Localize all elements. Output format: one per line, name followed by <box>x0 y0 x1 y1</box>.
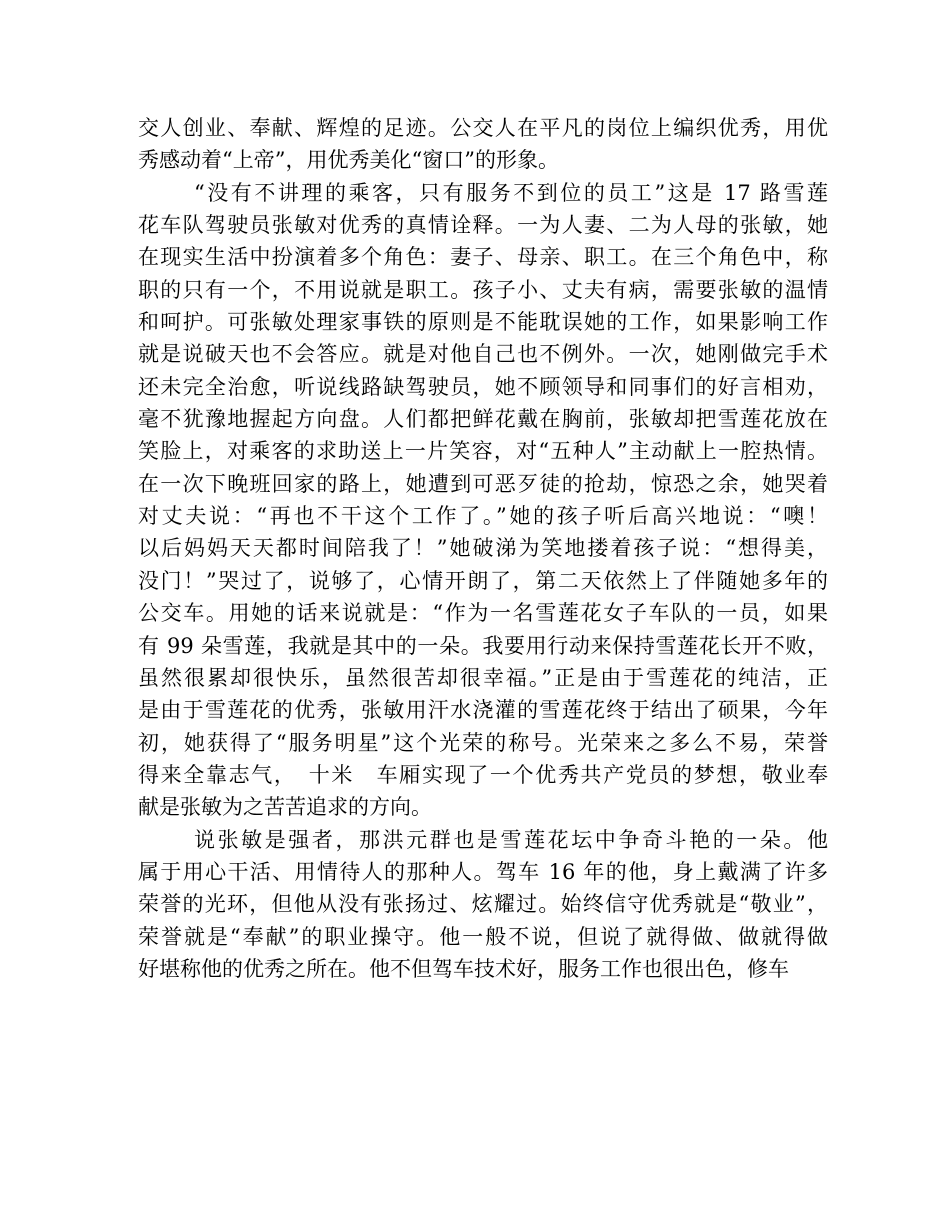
text-line: 花车队驾驶员张敏对优秀的真情诠释。一为人妻、二为人母的张敏，她 <box>138 213 828 238</box>
text-line: 好堪称他的优秀之所在。他不但驾车技术好，服务工作也很出色，修车 <box>138 956 789 981</box>
document-body <box>138 112 828 985</box>
text-line: 就是说破天也不会答应。就是对他自己也不例外。一次，她刚做完手术 <box>138 342 828 367</box>
text-line: 荣誉的光环，但他从没有张扬过、炫耀过。始终信守优秀就是“敬业”， <box>138 892 828 917</box>
text-line: 有 99 朵雪莲，我就是其中的一朵。我要用行动来保持雪莲花长开不败， <box>138 633 828 658</box>
document-page <box>138 112 828 985</box>
text-line: 笑脸上，对乘客的求助送上一片笑容，对“五种人”主动献上一腔热情。 <box>138 439 828 464</box>
text-line: 说张敏是强者，那洪元群也是雪莲花坛中争奇斗艳的一朵。他 <box>194 827 828 852</box>
text-line: 献是张敏为之苦苦追求的方向。 <box>138 795 432 820</box>
text-line: 秀感动着“上帝”，用优秀美化“窗口”的形象。 <box>138 148 559 173</box>
text-line: 还未完全治愈，听说线路缺驾驶员，她不顾领导和同事们的好言相劝， <box>138 374 828 399</box>
text-line: 属于用心干活、用情待人的那种人。驾车 16 年的他，身上戴满了许多 <box>138 859 828 884</box>
text-line: 对丈夫说：“再也不干这个工作了。”她的孩子听后高兴地说：“噢！ <box>138 504 828 529</box>
paragraph <box>138 177 828 824</box>
text-line: 职的只有一个，不用说就是职工。孩子小、丈夫有病，需要张敏的温情 <box>138 277 828 302</box>
text-line: “没有不讲理的乘客，只有服务不到位的员工”这是 17 路雪莲 <box>194 180 828 205</box>
text-line: 毫不犹豫地握起方向盘。人们都把鲜花戴在胸前，张敏却把雪莲花放在 <box>138 407 828 432</box>
text-line: 虽然很累却很快乐，虽然很苦却很幸福。”正是由于雪莲花的纯洁，正 <box>138 665 828 690</box>
text-line: 没门！”哭过了，说够了，心情开朗了，第二天依然上了伴随她多年的 <box>138 568 828 593</box>
text-line: 以后妈妈天天都时间陪我了！”她破涕为笑地搂着孩子说：“想得美， <box>138 536 828 561</box>
text-line: 交人创业、奉献、辉煌的足迹。公交人在平凡的岗位上编织优秀，用优 <box>138 116 828 140</box>
text-line: 是由于雪莲花的优秀，张敏用汗水浇灌的雪莲花终于结出了硕果，今年 <box>138 698 828 723</box>
text-line: 得来全靠志气， 十米 车厢实现了一个优秀共产党员的梦想，敬业奉 <box>138 762 828 787</box>
text-line: 在一次下晚班回家的路上，她遭到可恶歹徒的抢劫，惊恐之余，她哭着 <box>138 471 828 496</box>
paragraph <box>138 112 828 177</box>
text-line: 公交车。用她的话来说就是：“作为一名雪莲花女子车队的一员，如果 <box>138 601 828 626</box>
paragraph <box>138 824 828 986</box>
text-line: 荣誉就是“奉献”的职业操守。他一般不说，但说了就得做、做就得做 <box>138 924 828 949</box>
text-line: 和呵护。可张敏处理家事铁的原则是不能耽误她的工作，如果影响工作 <box>138 310 828 335</box>
text-line: 初，她获得了“服务明星”这个光荣的称号。光荣来之多么不易，荣誉 <box>138 730 828 755</box>
text-line: 在现实生活中扮演着多个角色：妻子、母亲、职工。在三个角色中，称 <box>138 245 828 270</box>
